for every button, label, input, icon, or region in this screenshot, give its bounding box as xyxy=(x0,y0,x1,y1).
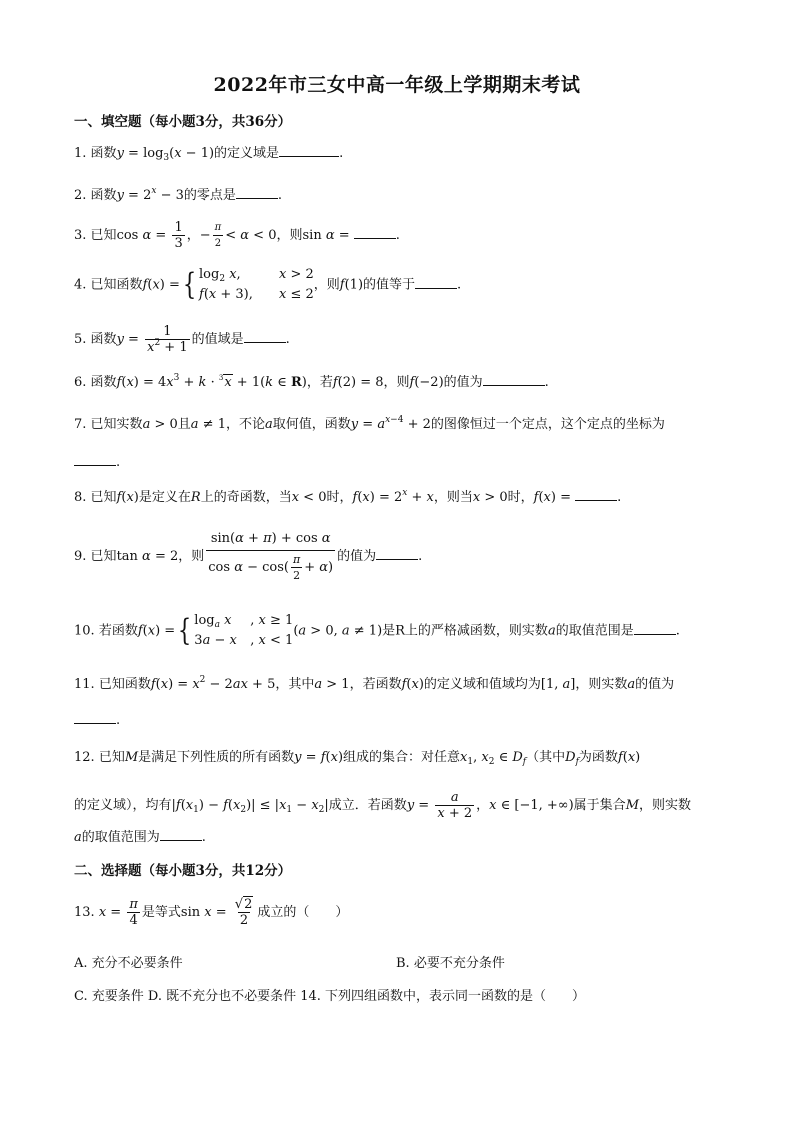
answer-blank xyxy=(634,623,676,635)
option-a[interactable]: A. 充分不必要条件 xyxy=(74,956,183,971)
answer-blank xyxy=(74,454,116,466)
answer-blank xyxy=(279,145,339,157)
answer-blank xyxy=(74,712,116,724)
option-c-d-and-question-14[interactable]: C. 充要条件 D. 既不充分也不必要条件 14. 下列四组函数中，表示同一函数的是（ ） xyxy=(74,989,586,1004)
answer-blank xyxy=(244,331,286,343)
question-9: 9. 已知tan α = 2，则 sin(α + π) + cos α cos α − cos( $\frac{\pi}{2}$ + α) 的值为 . xyxy=(74,528,422,585)
answer-blank xyxy=(236,187,278,199)
answer-blank xyxy=(415,277,457,289)
section-multiple-choice-heading: 二、选择题（每小题3分，共12分） xyxy=(74,863,292,879)
question-12-line-2: 的定义域），均有$|f(x_1) - f(x_2)| \le |x_1 - x_2|$成立．若函数y = $\frac{a}{x + 2}$ ，x ∈ [−1, +∞)属于集合M，则实数 xyxy=(74,790,692,821)
answer-blank xyxy=(376,548,418,560)
question-4: 4. 已知函数f(x) ={ $\log_2 x$, x > 2 f(x + 3), x ≤ 2 ，则f(1)的值等于 . xyxy=(74,267,462,302)
question-6: 6. 函数$f(x) = 4x^3 + k \cdot ^3x + 1(k$ ∈ R)，若f(2) = 8，则f(−2)的值为 . xyxy=(74,373,549,390)
option-b[interactable]: B. 必要不充分条件 xyxy=(396,956,505,971)
question-11: 11. 已知函数$f(x) = x^2 - 2ax + 5$，其中a > 1，若函数f(x)的定义域和值域均为[1, a]，则实数a的值为 xyxy=(74,675,675,692)
answer-blank xyxy=(483,374,545,386)
question-2: 2. 函数$y = 2^x - 3$的零点是 . xyxy=(74,186,283,203)
question-12-line-3: a的取值范围为 . xyxy=(74,830,206,845)
question-11-answer-line: . xyxy=(74,712,120,730)
question-3: 3. 已知cos α = $\frac{1}{3}$ ，− $\frac{\pi}{2}$ < α < 0，则sin α = . xyxy=(74,220,400,251)
question-7-answer-line: . xyxy=(74,454,120,472)
answer-blank xyxy=(354,227,396,239)
question-13: 13. x = $\frac{\pi}{4}$ 是等式sin x = $\frac{√2}{2}$ 成立的（ ） xyxy=(74,897,349,928)
section-fill-in-blank-heading: 一、填空题（每小题3分，共36分） xyxy=(74,114,292,130)
answer-blank xyxy=(575,489,617,501)
question-12: 12. 已知M是满足下列性质的所有函数y = f(x)组成的集合：对任意$x_1$, $x_2$ ∈ $D_f$（其中$D_f$为函数f(x) xyxy=(74,750,641,767)
question-5: 5. 函数y = $\frac{1}{x^2 + 1}$ 的值域是 . xyxy=(74,324,290,355)
question-1: 1. 函数$y = \log_3(x - 1)$的定义域是 . xyxy=(74,146,344,163)
question-7: 7. 已知实数a > 0且a ≠ 1，不论a取何值，函数$y = a^{x-4} + 2$的图像恒过一个定点，这个定点的坐标为 xyxy=(74,415,665,432)
page-title: 2022年市三女中高一年级上学期期末考试 xyxy=(213,74,581,96)
question-10: 10. 若函数f(x) ={ $\log_a x$ , x ≥ 1 3a − x , x < 1 (a > 0, a ≠ 1)是R上的严格减函数，则实数a的取值范围是 . xyxy=(74,613,680,648)
answer-blank xyxy=(160,829,202,841)
question-8: 8. 已知f(x)是定义在R上的奇函数，当x < 0时，$f(x) = 2^x + x$，则当x > 0时，f(x) = . xyxy=(74,488,622,505)
